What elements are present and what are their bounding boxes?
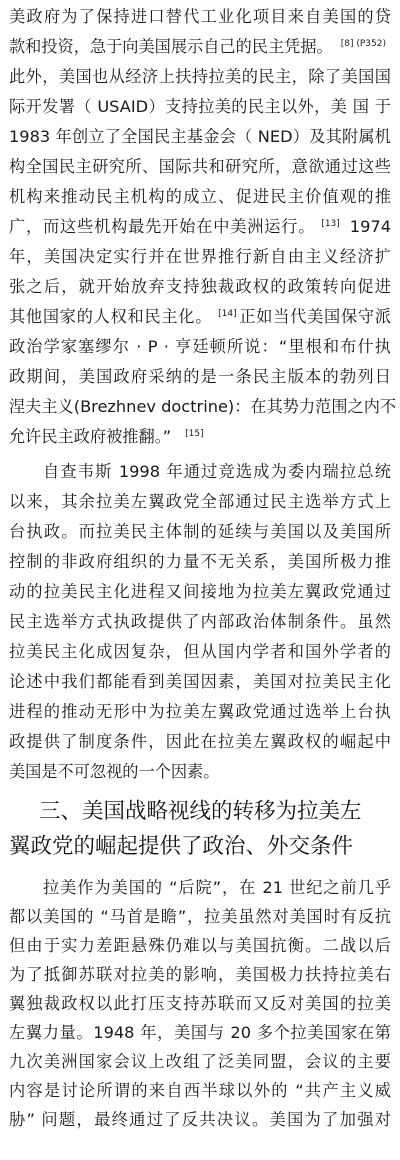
text-line: 政期间，美国政府采纳的是一条民主版本的勃列日	[9, 367, 391, 386]
footnote-ref[interactable]: [8] (P352)	[340, 38, 386, 49]
text-line: 翼独裁政权以此打压支持苏联而又反对美国的拉美	[9, 994, 391, 1013]
text-line: 拉美民主化成因复杂，但从国内学者和国外学者的	[9, 642, 391, 661]
text-line: 进程的推动无形中为拉美左翼政党通过选举上台执	[9, 702, 391, 721]
text-line: 张之后，就开始放弃支持独裁政权的政策转向促进	[9, 277, 391, 296]
text-line: 为了抵御苏联对拉美的影响，美国极力扶持拉美右	[9, 965, 391, 984]
text-line: 都以美国的 “马首是瞻”，拉美虽然对美国时有反抗	[9, 907, 391, 926]
text-line: 政治学家塞缪尔 · P · 亨廷顿所说：“里根和布什执	[9, 337, 391, 356]
text-line: 左翼力量。1948 年，美国与 20 多个拉美国家在第	[9, 1023, 391, 1042]
text-line: 机构来推动民主机构的成立、促进民主价值观的推	[9, 187, 391, 206]
text-line: 内容是讨论所谓的来自西半球以外的 “共产主义威	[9, 1081, 391, 1100]
text-line: 自查韦斯 1998 年通过竞选成为委内瑞拉总统	[43, 462, 391, 481]
footnote-ref[interactable]: [14]	[218, 308, 237, 319]
text-line: 款和投资，急于向美国展示自己的民主凭据。 $^{[8] (P352)}$	[9, 37, 386, 56]
text-line: 控制的非政府组织的力量不无关系，美国所极力推	[9, 552, 391, 571]
footnote-ref[interactable]: [15]	[185, 428, 204, 439]
text-line: 1983 年创立了全国民主基金会（ NED）及其附属机	[9, 127, 391, 146]
text-line: 涅夫主义(Brezhnev doctrine)：在其势力范围之内不	[9, 397, 397, 416]
text-line: 允许民主政府被推翻。” [15]	[9, 427, 204, 446]
text-line: 际开发署（ USAID）支持拉美的民主以外，美 国 于	[9, 97, 391, 116]
text-line: 动的拉美民主化进程又间接地为拉美左翼政党通过	[9, 582, 391, 601]
text-line: 美国是不可忽视的一个因素。	[9, 762, 220, 781]
text-line: 九次美洲国家会议上改组了泛美同盟，会议的主要	[9, 1052, 391, 1071]
section-heading: 翼政党的崛起提供了政治、外交条件	[9, 834, 354, 859]
text-line: 但由于实力差距悬殊仍难以与美国抗衡。二战以后	[9, 936, 391, 955]
text-line: 拉美作为美国的 “后院”，在 21 世纪之前几乎	[43, 878, 391, 897]
text-line: 此外，美国也从经济上扶持拉美的民主，除了美国国	[9, 67, 391, 86]
text-line: 胁” 问题，最终通过了反共决议。美国为了加强对	[9, 1110, 391, 1129]
text-line: 年，美国决定实行并在世界推行新自由主义经济扩	[9, 247, 391, 266]
section-heading: 三、美国战略视线的转移为拉美左	[39, 799, 362, 824]
text-line: 论述中我们都能看到美国因素，美国对拉美民主化	[9, 672, 391, 691]
text-line: 其他国家的人权和民主化。 [14] 正如当代美国保守派	[9, 307, 392, 326]
text-line: 以来，其余拉美左翼政党全部通过民主选举方式上	[9, 492, 391, 511]
text-line: 台执政。而拉美民主体制的延续与美国以及美国所	[9, 522, 391, 541]
text-line: 政提供了制度条件，因此在拉美左翼政权的崛起中	[9, 732, 391, 751]
text-line: 构全国民主研究所、国际共和研究所，意欲通过这些	[9, 157, 391, 176]
text-line: 美政府为了保持进口替代工业化项目来自美国的贷	[9, 7, 391, 26]
footnote-ref[interactable]: [13]	[321, 218, 340, 229]
text-line: 广，而这些机构最先开始在中美洲运行。 [13] 1974	[9, 217, 391, 236]
text-line: 民主选举方式执政提供了内部政治体制条件。虽然	[9, 612, 391, 631]
